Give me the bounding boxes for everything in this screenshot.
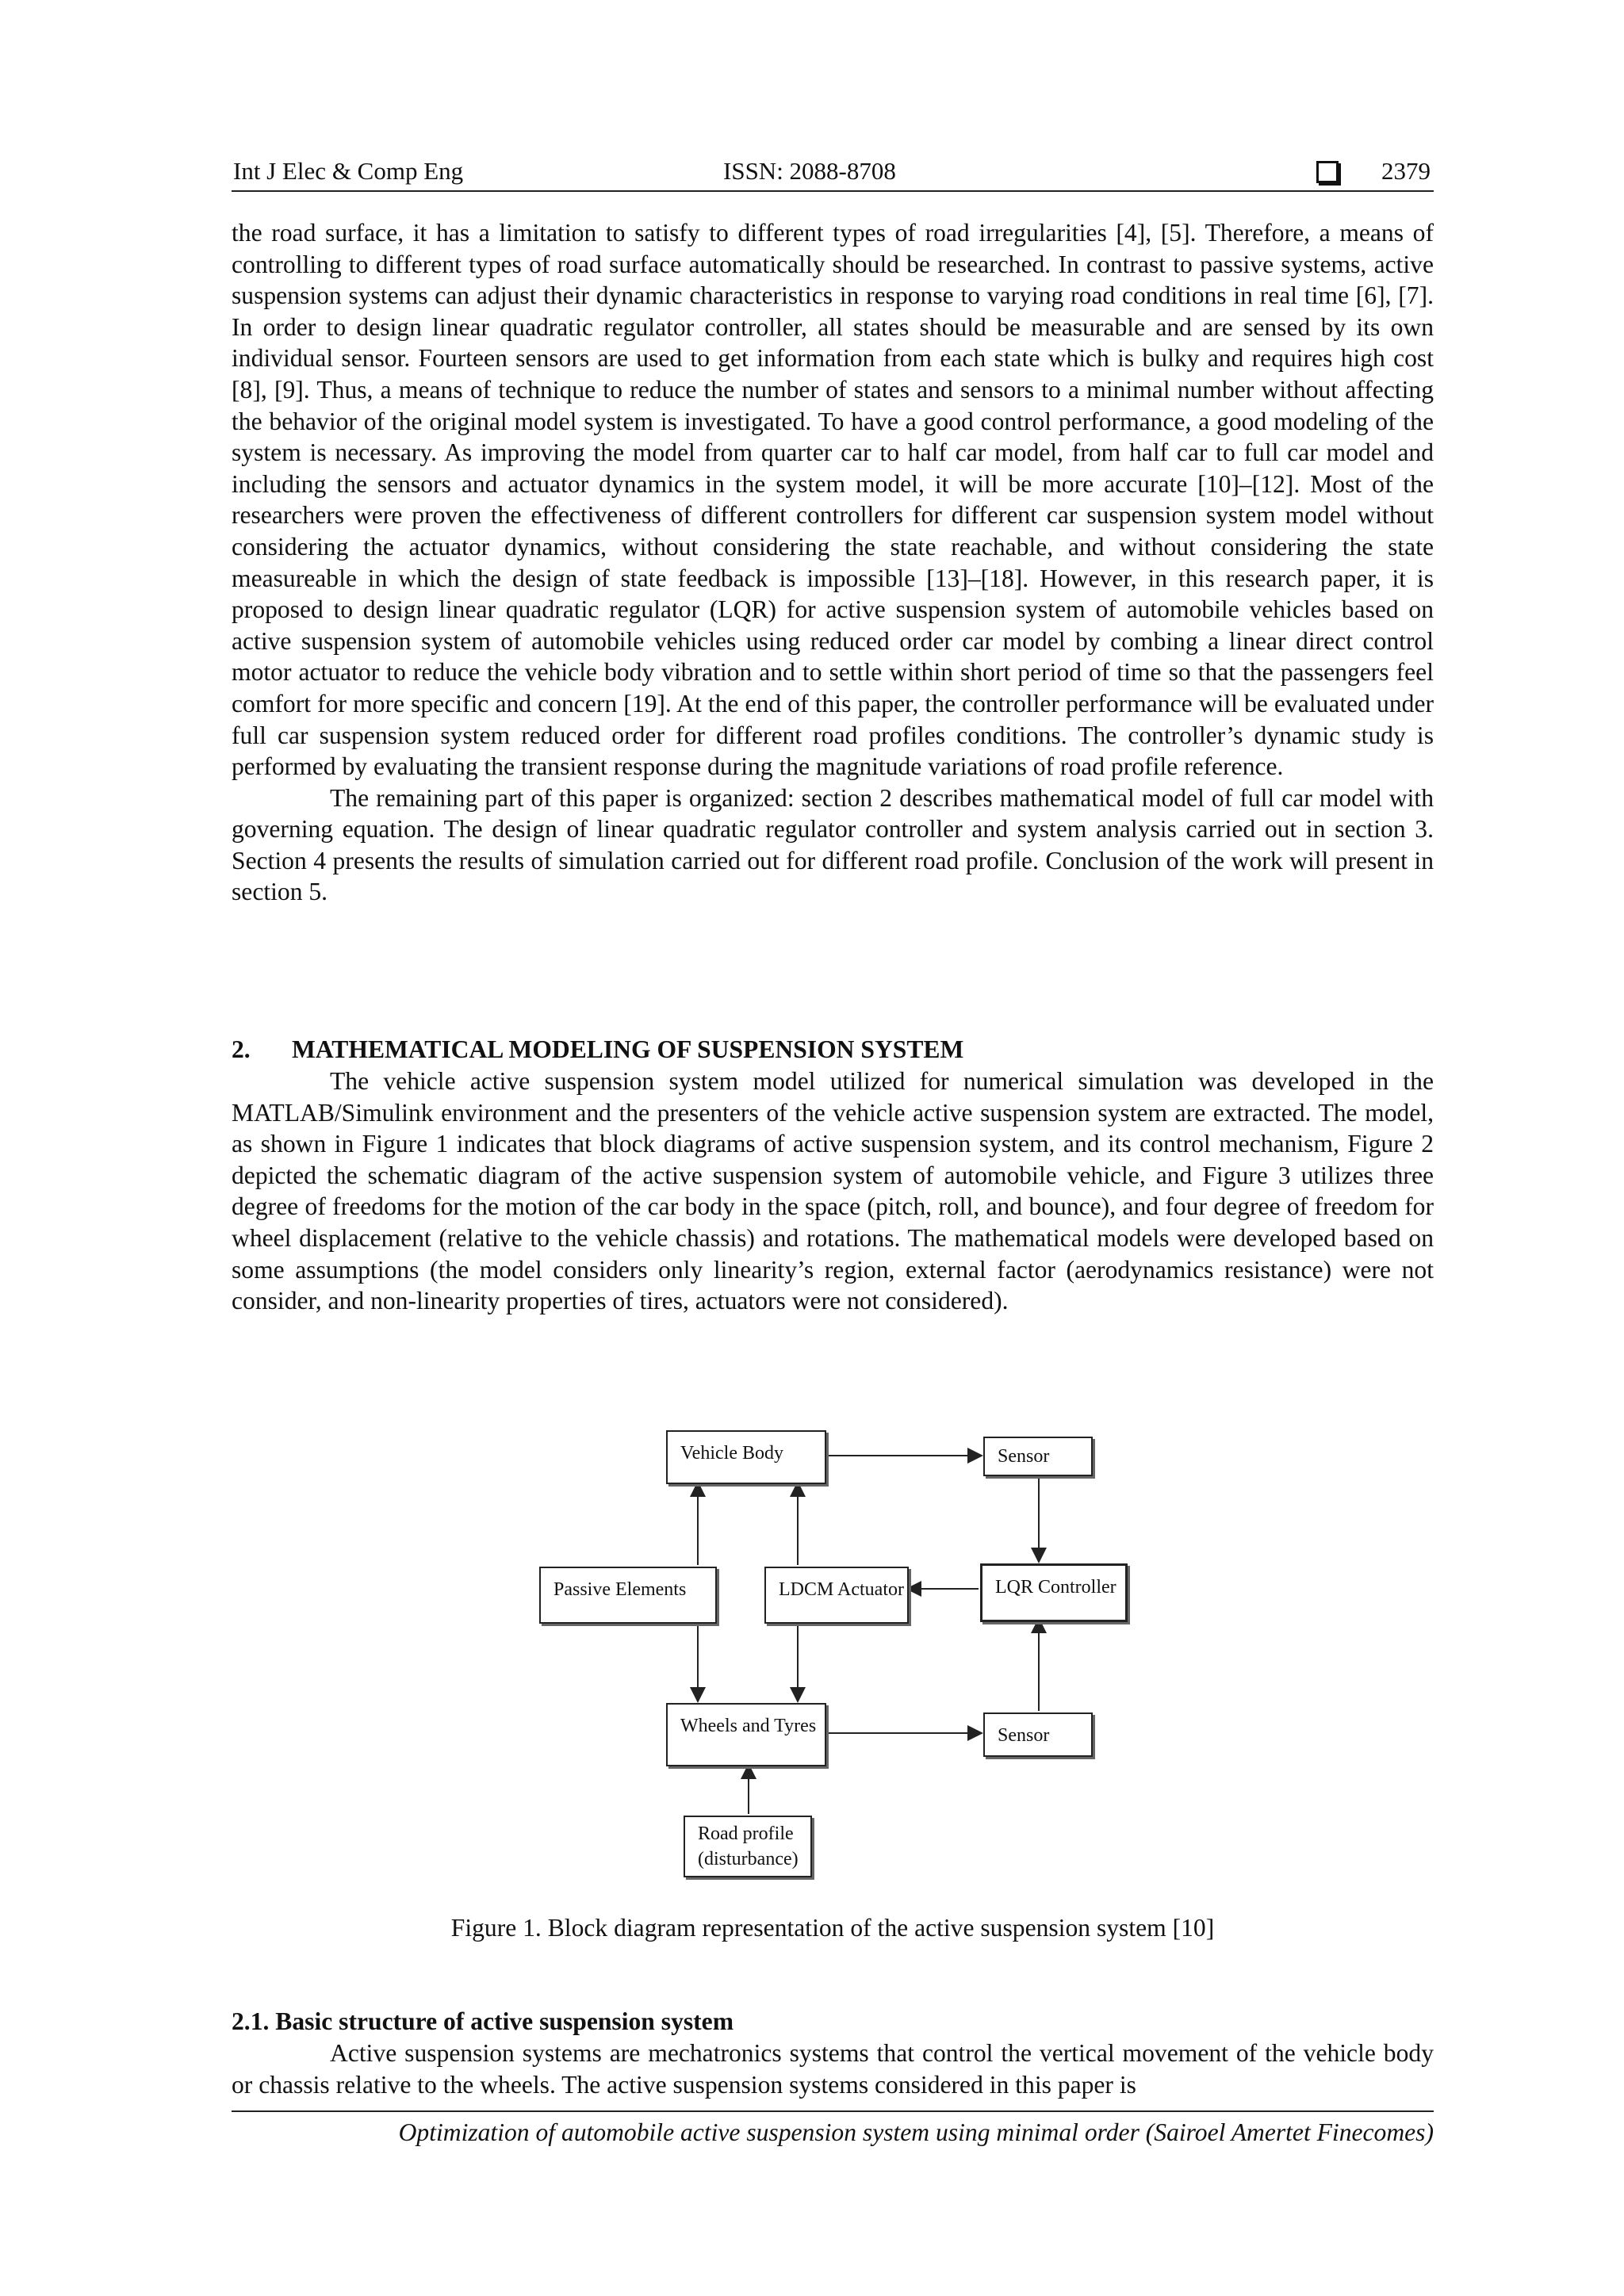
section-2-1-heading: 2.1. Basic structure of active suspension system [232,2007,734,2035]
paragraph-section-2: The vehicle active suspension system model utilized for numerical simulation was developed in the MATLAB/Simulink environment and the presenters of the vehicle active suspension system are extracted. The model, as shown in Figure 1 indicates that block diagrams of active suspension system, and its control mechanism, Figure 2 depicted the schematic diagram of the active suspension system of automobile vehicle, and Figure 3 utilizes three degree of freedoms for the motion of the car body in the space (pitch, roll, and bounce), and four degree of freedom for wheel displacement (relative to the vehicle chassis) and rotations. The mathematical models were developed based on some assumptions (the model considers only linearity’s region, external factor (aerodynamics resistance) were not consider, and non-linearity properties of tires, actuators were not considered). [232,1067,1434,1315]
paragraph-section-2-1: Active suspension systems are mechatronics systems that control the vertical movement of the vehicle body or chassis relative to the wheels. The active suspension systems considered in this paper is [232,2039,1434,2099]
block-vehicle-body-label: Vehicle Body [680,1443,783,1464]
square-bullet-icon [1316,161,1339,183]
block-lqr-controller-label: LQR Controller [995,1577,1116,1598]
paragraph-intro-1: the road surface, it has a limitation to satisfy to different types of road irregularities [4], [5]. Therefore, a means of controlling to different types of road surface automatically should be researched. In contrast to passive systems, active suspension systems can adjust their dynamic characteristics in response to varying road conditions in real time [6], [7]. In order to design linear quadratic regulator controller, all states should be measurable and are sensed by its own individual sensor. Fourteen sensors are used to get information from each state which is bulky and requires high cost [8], [9]. Thus, a means of technique to reduce the number of states and sensors to a minimal number without affecting the behavior of the original model system is investigated. To have a good control performance, a good modeling of the system is necessary. As improving the model from quarter car to half car model, from half car to full car model and including the sensors and actuator dynamics in the system model, it will be more accurate [10]–[12]. Most of the researchers were proven the effectiveness of different controllers for different car suspension system model without considering the actuator dynamics, without considering the state reachable, and without considering the state measureable in which the design of state feedback is impossible [13]–[18]. However, in this research paper, it is proposed to design linear quadratic regulator (LQR) for active suspension system of automobile vehicles based on active suspension system of automobile vehicles using reduced order car model by combing a linear direct control motor actuator to reduce the vehicle body vibration and to settle within short period of time so that the passengers feel comfort for more specific and concern [19]. At the end of this paper, the controller performance will be evaluated under full car suspension system reduced order for different road profiles conditions. The controller’s dynamic study is performed by evaluating the transient response during the magnitude variations of road profile reference. [232,219,1434,781]
diagram-arrows [539,1419,1142,1887]
issn: ISSN: 2088-8708 [723,157,896,185]
section-2-1-text [232,2038,1434,2100]
section-2-title: MATHEMATICAL MODELING OF SUSPENSION SYSTEM [292,1035,964,1063]
page-footer [232,2110,1434,2149]
block-wheels-tyres-label: Wheels and Tyres [680,1716,817,1736]
block-sensor-top [983,1437,1093,1476]
block-road-profile [684,1816,812,1877]
block-sensor-top-label: Sensor [998,1446,1050,1467]
block-road-profile-label-1: Road profile [698,1823,794,1844]
page-number: 2379 [1381,157,1431,185]
block-wheels-tyres [666,1703,826,1766]
figure-1-caption: Figure 1. Block diagram representation of the active suspension system [10] [450,1914,1215,1942]
block-road-profile-label-2: (disturbance) [698,1849,799,1869]
block-sensor-bottom [983,1712,1093,1757]
journal-name: Int J Elec & Comp Eng [233,157,464,185]
block-sensor-bottom-label: Sensor [998,1725,1050,1746]
block-passive-elements [539,1567,717,1624]
block-passive-elements-label: Passive Elements [553,1579,687,1600]
intro-text [232,217,1434,908]
block-lqr-controller [980,1563,1128,1622]
block-vehicle-body [666,1430,826,1484]
running-title: Optimization of automobile active suspension system using minimal order (Sairoel Amertet Finecomes) [398,2118,1434,2146]
section-2-heading [232,1034,1434,1066]
paragraph-intro-2: The remaining part of this paper is organized: section 2 describes mathematical model of full car model with governing equation. The design of linear quadratic regulator controller and system analysis carried out in section 3. Section 4 presents the results of simulation carried out for different road profile. Conclusion of the work will present in section 5. [232,783,1434,906]
page-header [232,155,1434,192]
block-ldcm-actuator [764,1567,909,1624]
figure-1-block-diagram [539,1419,1142,1887]
section-2-number: 2. [232,1035,251,1063]
section-2-text [232,1066,1434,1317]
block-ldcm-actuator-label: LDCM Actuator [779,1579,904,1600]
